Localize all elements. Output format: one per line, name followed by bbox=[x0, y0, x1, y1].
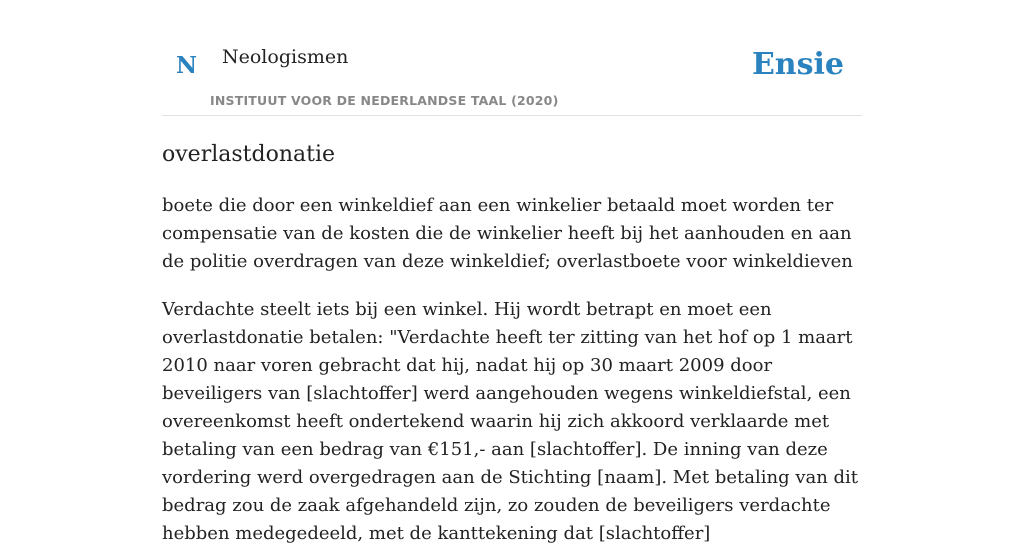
source-subtitle: INSTITUUT VOOR DE NEDERLANDSE TAAL (2020) bbox=[210, 93, 559, 108]
entry-term: overlastdonatie bbox=[162, 142, 336, 167]
source-header bbox=[162, 0, 862, 116]
entry-example: Verdachte steelt iets bij een winkel. Hij wordt betrapt en moet een overlastdonatie betalen: "Verdachte heeft ter zitting van het hof op 1 maart 2010 naar voren gebracht dat hij, nadat hij op 30 maart 2009 door beveiligers van [slachtoffer] werd aangehouden wegens winkeldiefstal, een overeenkomst heeft ondertekend waarin hij zich akkoord verklaarde met betaling van een bedrag van €151,- aan [slachtoffer]. De inning van deze vordering werd overgedragen aan de Stichting [naam]. Met betaling van dit bedrag zou de zaak afgehandeld zijn, zo zouden de beveiligers verdachte hebben medegedeeld, met de kanttekening dat [slachtoffer] bbox=[162, 299, 859, 544]
source-icon: N bbox=[176, 52, 198, 79]
entry-definition: boete die door een winkeldief aan een winkelier betaald moet worden ter compensatie van de kosten die de winkelier heeft bij het aanhouden en aan de politie overdragen van deze winkeldief; overlastboete voor winkeldieven bbox=[162, 195, 853, 272]
source-name-link[interactable]: Neologismen bbox=[222, 46, 349, 68]
ensie-logo[interactable]: Ensie bbox=[751, 47, 844, 82]
entry-content bbox=[162, 138, 862, 548]
